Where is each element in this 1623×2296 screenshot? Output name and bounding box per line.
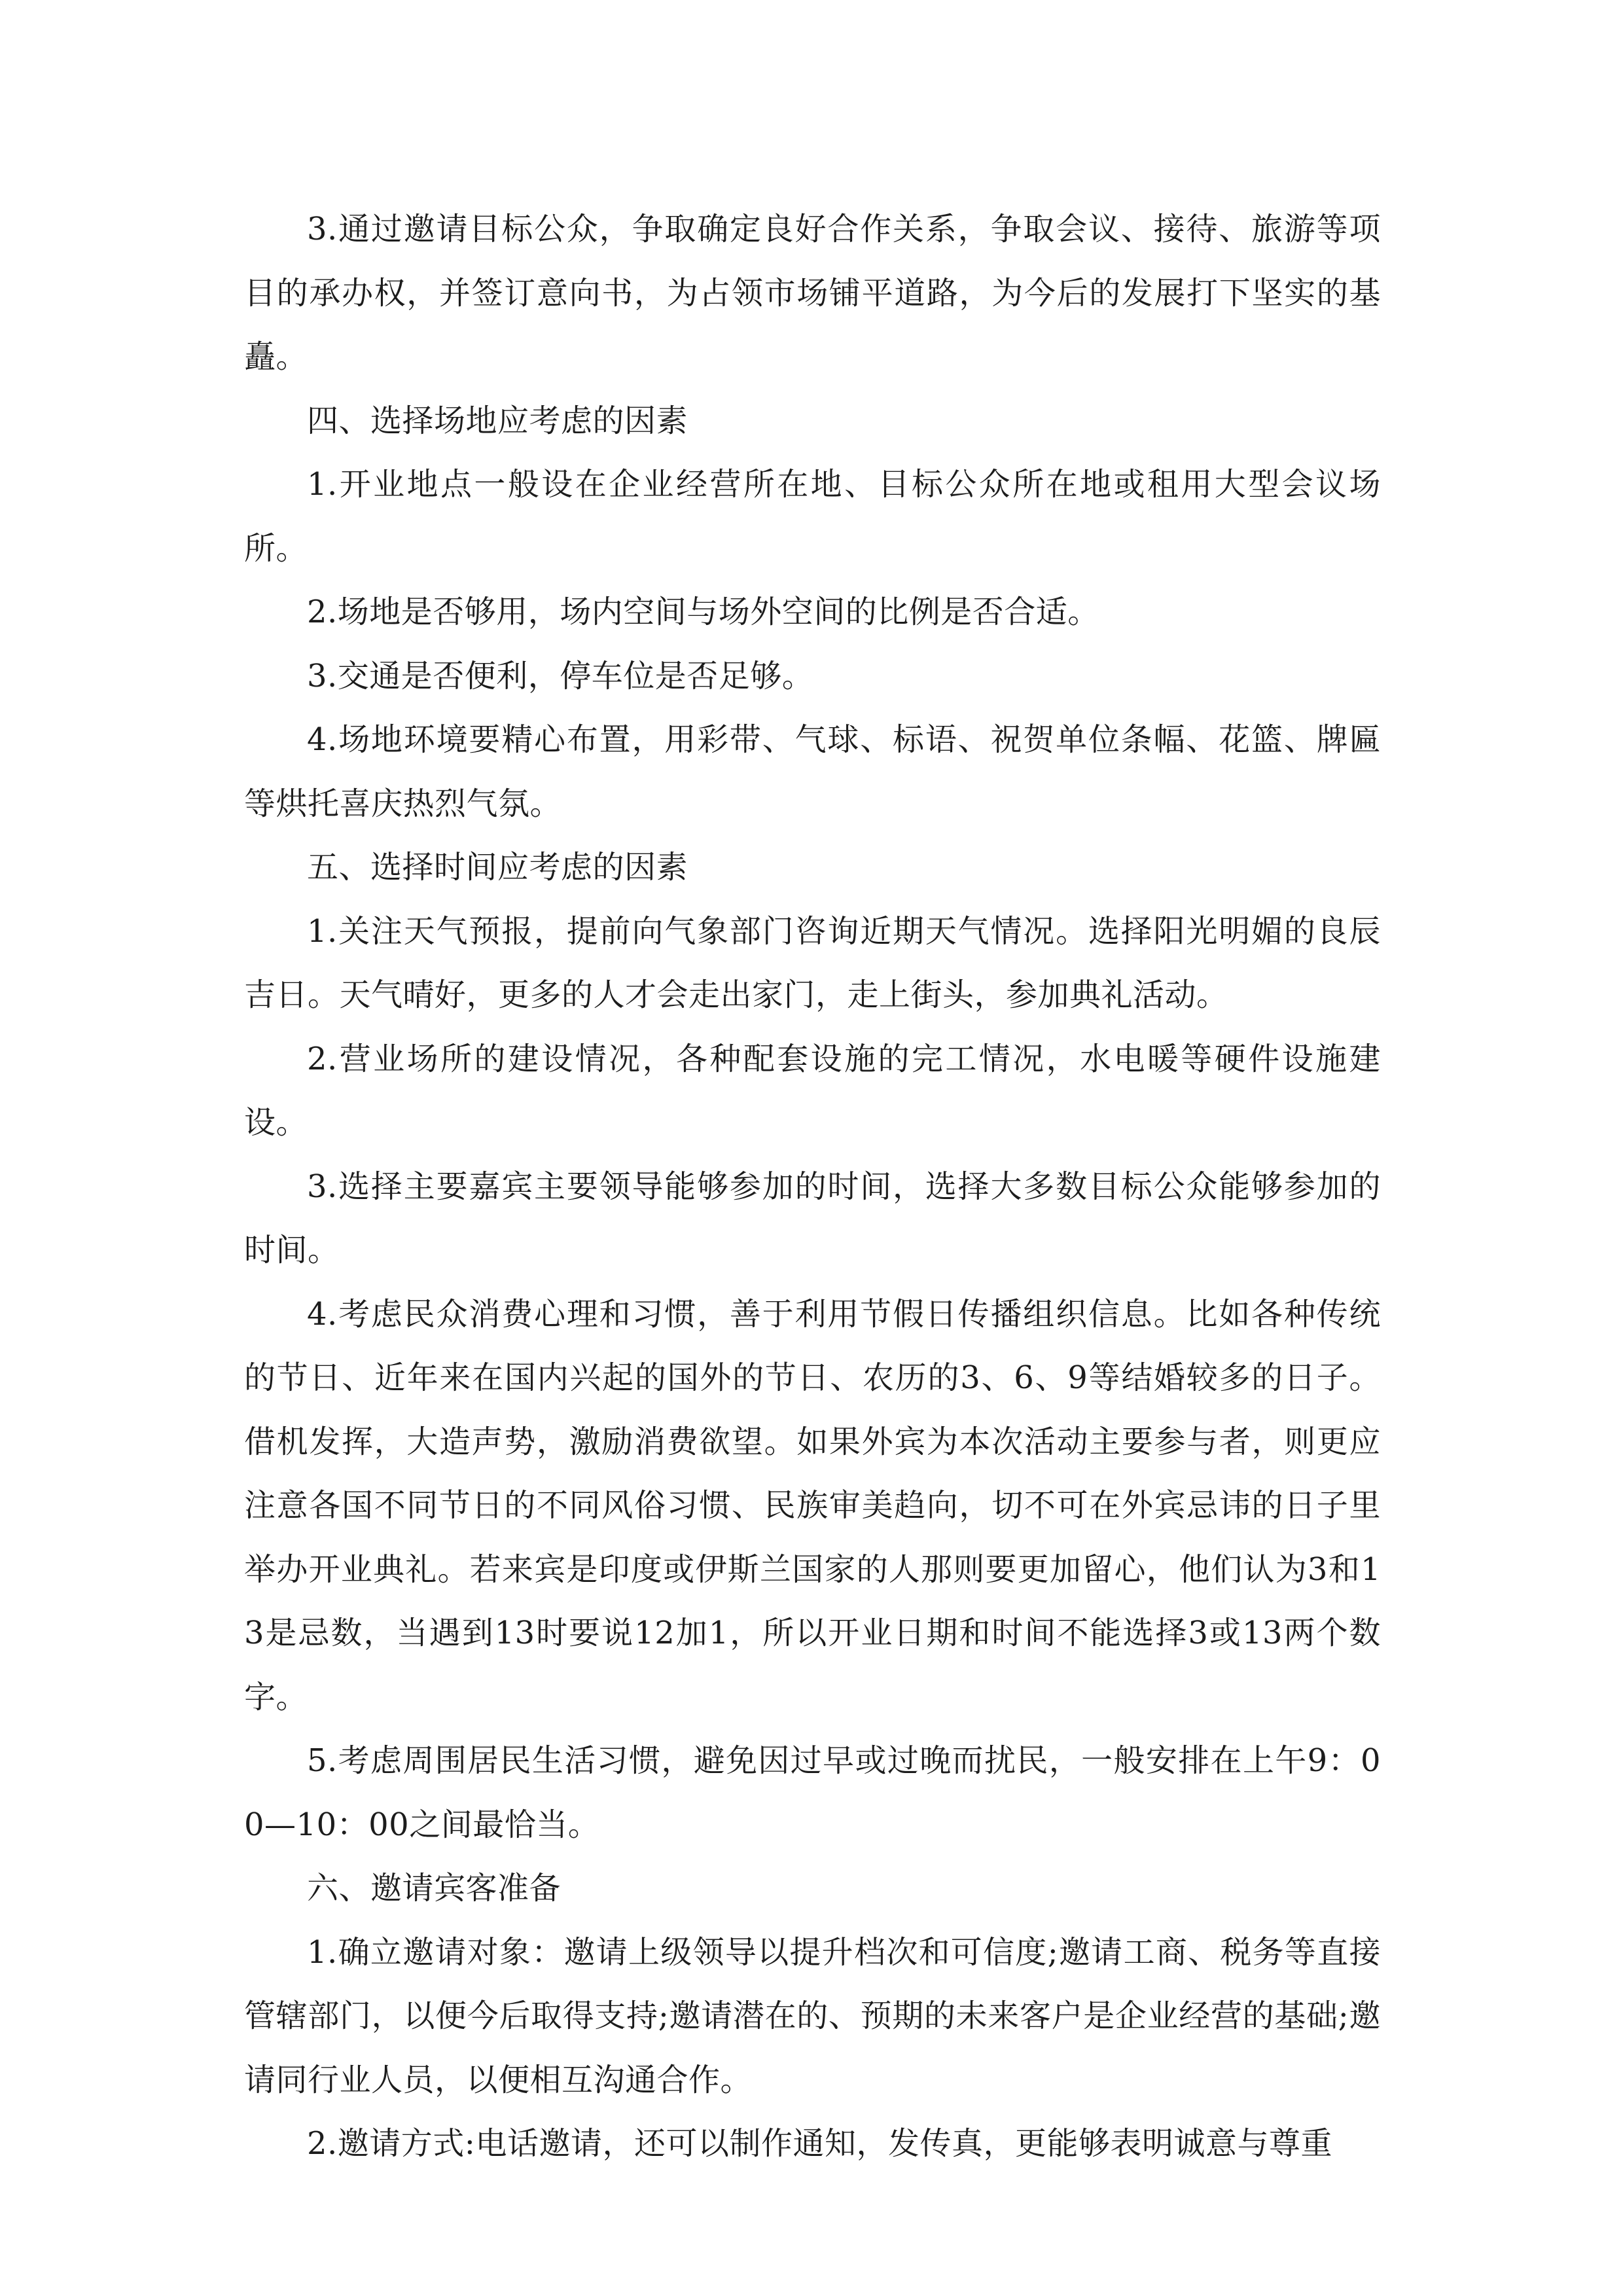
document-body xyxy=(244,198,1381,2176)
section-heading: 四、选择场地应考虑的因素 xyxy=(307,402,688,439)
paragraph-item: 1.开业地点一般设在企业经营所在地、目标公众所在地或租用大型会议场所。 xyxy=(244,466,1381,567)
paragraph-item: 3.通过邀请目标公众，争取确定良好合作关系，争取会议、接待、旅游等项目的承办权，并签订意向书，为占领市场铺平道路，为今后的发展打下坚实的基矗。 xyxy=(244,211,1381,375)
paragraph-item: 5.考虑周围居民生活习惯，避免因过早或过晚而扰民，一般安排在上午9：00—10：00之间最恰当。 xyxy=(244,1742,1381,1843)
paragraph-item: 2.邀请方式:电话邀请，还可以制作通知，发传真，更能够表明诚意与尊重 xyxy=(307,2125,1332,2162)
paragraph-item: 4.考虑民众消费心理和习惯，善于利用节假日传播组织信息。比如各种传统的节日、近年来在国内兴起的国外的节日、农历的3、6、9等结婚较多的日子。借机发挥，大造声势，激励消费欲望。如果外宾为本次活动主要参与者，则更应注意各国不同节日的不同风俗习惯、民族审美趋向，切不可在外宾忌讳的日子里举办开业典礼。若来宾是印度或伊斯兰国家的人那则要更加留心，他们认为3和13是忌数，当遇到13时要说12加1，所以开业日期和时间不能选择3或13两个数字。 xyxy=(244,1295,1381,1715)
paragraph-item: 2.场地是否够用，场内空间与场外空间的比例是否合适。 xyxy=(307,594,1099,630)
paragraph-item: 3.交通是否便利，停车位是否足够。 xyxy=(307,657,814,694)
paragraph-item: 1.关注天气预报，提前向气象部门咨询近期天气情况。选择阳光明媚的良辰吉日。天气晴好，更多的人才会走出家门，走上街头，参加典礼活动。 xyxy=(244,912,1381,1013)
paragraph-item: 2.营业场所的建设情况，各种配套设施的完工情况，水电暖等硬件设施建设。 xyxy=(244,1040,1381,1141)
section-heading: 五、选择时间应考虑的因素 xyxy=(307,849,688,886)
paragraph-item: 1.确立邀请对象：邀请上级领导以提升档次和可信度;邀请工商、税务等直接管辖部门，以便今后取得支持;邀请潜在的、预期的未来客户是企业经营的基础;邀请同行业人员，以便相互沟通合作。 xyxy=(244,1933,1381,2098)
section-heading: 六、邀请宾客准备 xyxy=(307,1870,562,1907)
paragraph-item: 3.选择主要嘉宾主要领导能够参加的时间，选择大多数目标公众能够参加的时间。 xyxy=(244,1168,1381,1268)
paragraph-item: 4.场地环境要精心布置，用彩带、气球、标语、祝贺单位条幅、花篮、牌匾等烘托喜庆热烈气氛。 xyxy=(244,721,1381,822)
